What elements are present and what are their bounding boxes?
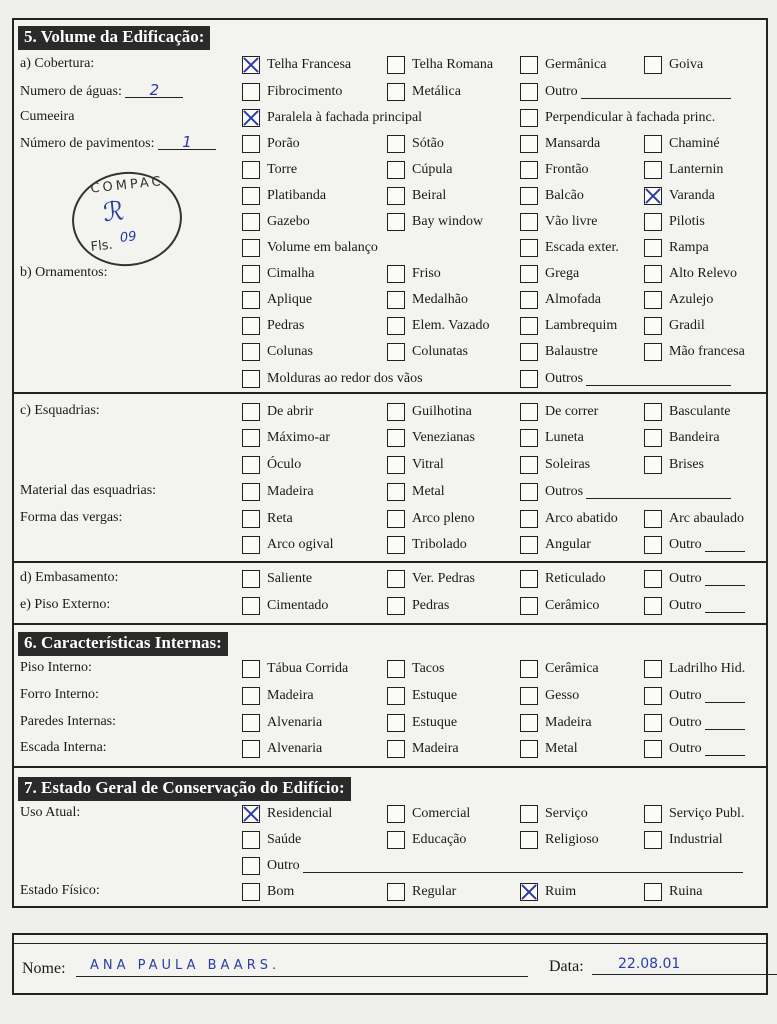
opt-ver-pedras[interactable]: Ver. Pedras [387,568,475,590]
checkbox[interactable] [387,317,405,335]
checkbox[interactable] [644,56,662,74]
checkbox[interactable] [644,403,662,421]
nome-field[interactable]: ANA PAULA BAARS. [76,958,528,977]
opt-rampa[interactable]: Rampa [644,237,709,259]
opt-molduras[interactable]: Molduras ao redor dos vãos [242,368,423,390]
checkbox[interactable] [387,83,405,101]
checkbox[interactable] [520,483,538,501]
piso-externo-label: e) Piso Externo: [20,597,111,612]
checkbox-checked[interactable] [644,187,662,205]
checkbox[interactable] [520,536,538,554]
row-esquadrias-1 [12,399,768,425]
checkbox[interactable] [387,597,405,615]
checkbox[interactable] [644,805,662,823]
opt-madeira[interactable]: Madeira [242,481,314,503]
opt-estuque-forro[interactable]: Estuque [387,685,457,707]
opt-outros[interactable]: Outros [520,368,731,390]
opt-vitral[interactable]: Vitral [387,454,444,476]
checkbox[interactable] [644,883,662,901]
opt-beiral[interactable]: Beiral [387,185,446,207]
opt-luneta[interactable]: Luneta [520,427,584,449]
opt-reticulado[interactable]: Reticulado [520,568,606,590]
row-esquadrias-2 [12,425,768,451]
uso-label: Uso Atual: [20,805,81,820]
checkbox[interactable] [520,660,538,678]
opt-bandeira[interactable]: Bandeira [644,427,720,449]
section-7-title: 7. Estado Geral de Conservação do Edifício: [18,777,351,801]
opt-varanda[interactable]: Varanda [644,185,715,207]
checkbox[interactable] [520,805,538,823]
opt-alvenaria-escada[interactable]: Alvenaria [242,738,322,760]
checkbox[interactable] [387,265,405,283]
row-ornamentos-2 [12,287,768,313]
footer-inner [14,943,766,993]
opt-alto-relevo[interactable]: Alto Relevo [644,263,737,285]
checkbox[interactable] [644,687,662,705]
divider [12,561,768,563]
checkbox[interactable] [644,213,662,231]
stamp-page-number: 09 [119,229,138,246]
opt-pilotis[interactable]: Pilotis [644,211,705,233]
opt-outros-material[interactable]: Outros [520,481,731,503]
checkbox[interactable] [242,429,260,447]
checkbox[interactable] [520,370,538,388]
checkbox[interactable] [242,883,260,901]
opt-colunas[interactable]: Colunas [242,341,313,363]
checkbox[interactable] [242,831,260,849]
divider [12,623,768,625]
checkbox[interactable] [387,213,405,231]
checkbox[interactable] [242,857,260,875]
divider [12,766,768,768]
opt-brises[interactable]: Brises [644,454,704,476]
checkbox[interactable] [644,239,662,257]
opt-mao-francesa[interactable]: Mão francesa [644,341,745,363]
checkbox[interactable] [520,570,538,588]
checkbox[interactable] [387,343,405,361]
checkbox[interactable] [644,161,662,179]
checkbox[interactable] [242,265,260,283]
row-ornamentos-5 [12,366,768,392]
opt-sotao[interactable]: Sótão [387,133,444,155]
checkbox[interactable] [387,135,405,153]
opt-balaustre[interactable]: Balaustre [520,341,598,363]
checkbox[interactable] [242,213,260,231]
opt-regular[interactable]: Regular [387,881,456,903]
aguas-label: Numero de águas: 2 [20,83,183,100]
checkbox[interactable] [387,187,405,205]
row-pavimentos [12,131,768,157]
opt-maximo-ar[interactable]: Máximo-ar [242,427,330,449]
checkbox[interactable] [387,510,405,528]
opt-comercial[interactable]: Comercial [387,803,470,825]
row-ornamentos-3 [12,313,768,339]
opt-telha-romana[interactable]: Telha Romana [387,54,493,76]
opt-elem-vazado[interactable]: Elem. Vazado [387,315,490,337]
opt-ladrilho[interactable]: Ladrilho Hid. [644,658,745,680]
checkbox[interactable] [387,660,405,678]
cobertura-label: a) Cobertura: [20,56,95,71]
pavimentos-label: Número de pavimentos: 1 [20,135,216,152]
checkbox[interactable] [242,343,260,361]
checkbox[interactable] [242,510,260,528]
vergas-label: Forma das vergas: [20,510,123,525]
checkbox[interactable] [242,317,260,335]
aguas-value[interactable]: 2 [125,83,183,98]
row-esquadrias-3 [12,452,768,478]
opt-industrial[interactable]: Industrial [644,829,723,851]
opt-tabua-corrida[interactable]: Tábua Corrida [242,658,348,680]
checkbox[interactable] [242,135,260,153]
opt-cimalha[interactable]: Cimalha [242,263,314,285]
signature-mark: ℛ [101,196,126,229]
checkbox[interactable] [520,343,538,361]
checkbox[interactable] [242,536,260,554]
esquadrias-label: c) Esquadrias: [20,403,100,418]
checkbox[interactable] [520,740,538,758]
row-cobertura [12,52,768,78]
opt-grega[interactable]: Grega [520,263,579,285]
section-5-title: 5. Volume da Edificação: [18,26,210,50]
opt-soleiras[interactable]: Soleiras [520,454,590,476]
checkbox[interactable] [520,265,538,283]
checkbox[interactable] [242,714,260,732]
opt-pedras[interactable]: Pedras [242,315,304,337]
opt-saliente[interactable]: Saliente [242,568,312,590]
ornamentos-label: b) Ornamentos: [20,265,108,280]
checkbox[interactable] [520,403,538,421]
opt-almofada[interactable]: Almofada [520,289,601,311]
opt-platibanda[interactable]: Platibanda [242,185,326,207]
opt-vao-livre[interactable]: Vão livre [520,211,597,233]
checkbox[interactable] [387,483,405,501]
opt-de-abrir[interactable]: De abrir [242,401,313,423]
opt-pedras-piso[interactable]: Pedras [387,595,449,617]
checkbox[interactable] [387,570,405,588]
material-label: Material das esquadrias: [20,483,157,498]
checkbox[interactable] [242,370,260,388]
row-vergas-2 [12,532,768,558]
opt-porao[interactable]: Porão [242,133,300,155]
opt-bay-window[interactable]: Bay window [387,211,483,233]
paredes-label: Paredes Internas: [20,714,117,729]
row-uso-2 [12,827,768,853]
checkbox[interactable] [242,161,260,179]
forro-label: Forro Interno: [20,687,99,702]
checkbox[interactable] [242,660,260,678]
checkbox[interactable] [242,597,260,615]
checkbox[interactable] [242,403,260,421]
row-escada [12,736,768,762]
opt-servico-publ[interactable]: Serviço Publ. [644,803,744,825]
checkbox[interactable] [520,291,538,309]
opt-cimentado[interactable]: Cimentado [242,595,328,617]
opt-gradil[interactable]: Gradil [644,315,705,337]
checkbox[interactable] [644,570,662,588]
row-uso-3 [12,853,768,879]
checkbox[interactable] [242,239,260,257]
checkbox[interactable] [387,429,405,447]
checkbox[interactable] [520,83,538,101]
opt-metal-escada[interactable]: Metal [520,738,578,760]
opt-oculo[interactable]: Óculo [242,454,301,476]
opt-basculante[interactable]: Basculante [644,401,730,423]
row-ornamentos-4 [12,339,768,365]
opt-metalica[interactable]: Metálica [387,81,461,103]
row-ornamentos-1 [12,261,768,287]
opt-arco-ogival[interactable]: Arco ogival [242,534,333,556]
opt-balcao[interactable]: Balcão [520,185,584,207]
checkbox[interactable] [242,570,260,588]
opt-fibrocimento[interactable]: Fibrocimento [242,81,342,103]
opt-arco-pleno[interactable]: Arco pleno [387,508,475,530]
opt-goiva[interactable]: Goiva [644,54,703,76]
checkbox[interactable] [242,291,260,309]
opt-germanica[interactable]: Germânica [520,54,606,76]
checkbox[interactable] [387,161,405,179]
checkbox[interactable] [242,687,260,705]
checkbox[interactable] [644,456,662,474]
checkbox[interactable] [644,510,662,528]
checkbox[interactable] [520,687,538,705]
row-aguas [12,79,768,105]
opt-venezianas[interactable]: Venezianas [387,427,475,449]
opt-outro-paredes[interactable]: Outro [644,712,745,734]
opt-bom[interactable]: Bom [242,881,294,903]
nome-label: Nome: [22,960,66,977]
checkbox[interactable] [644,343,662,361]
section-6-title: 6. Características Internas: [18,632,228,656]
opt-metal[interactable]: Metal [387,481,445,503]
opt-outro-uso[interactable]: Outro [242,855,743,877]
cumeeira-label: Cumeeira [20,109,75,124]
checkbox[interactable] [520,239,538,257]
estado-label: Estado Físico: [20,883,100,898]
checkbox[interactable] [644,740,662,758]
row-piso-interno [12,656,768,682]
opt-escada-exter[interactable]: Escada exter. [520,237,619,259]
checkbox[interactable] [387,687,405,705]
opt-estuque-paredes[interactable]: Estuque [387,712,457,734]
escada-label: Escada Interna: [20,740,107,755]
pavimentos-value[interactable]: 1 [158,135,216,150]
row-vergas-1 [12,506,768,532]
opt-colunatas[interactable]: Colunatas [387,341,468,363]
checkbox[interactable] [644,660,662,678]
opt-chamine[interactable]: Chaminé [644,133,720,155]
checkbox[interactable] [387,56,405,74]
checkbox[interactable] [242,456,260,474]
opt-ceramica[interactable]: Cerâmica [520,658,599,680]
opt-gazebo[interactable]: Gazebo [242,211,310,233]
checkbox[interactable] [520,109,538,127]
checkbox[interactable] [520,456,538,474]
opt-outro-embasamento[interactable]: Outro [644,568,745,590]
opt-medalhao[interactable]: Medalhão [387,289,468,311]
checkbox[interactable] [644,597,662,615]
checkbox[interactable] [520,135,538,153]
signature-footer [12,933,768,995]
opt-madeira-paredes[interactable]: Madeira [520,712,592,734]
opt-outro[interactable]: Outro [520,81,731,103]
checkbox-checked[interactable] [242,805,260,823]
opt-madeira-forro[interactable]: Madeira [242,685,314,707]
checkbox[interactable] [520,317,538,335]
opt-frontao[interactable]: Frontão [520,159,589,181]
opt-reta[interactable]: Reta [242,508,293,530]
checkbox[interactable] [387,714,405,732]
checkbox[interactable] [644,265,662,283]
opt-telha-francesa[interactable]: Telha Francesa [242,54,351,76]
checkbox[interactable] [644,714,662,732]
data-label: Data: [549,958,584,975]
checkbox[interactable] [520,510,538,528]
opt-tribolado[interactable]: Tribolado [387,534,467,556]
checkbox[interactable] [520,161,538,179]
opt-torre[interactable]: Torre [242,159,297,181]
opt-tacos[interactable]: Tacos [387,658,444,680]
checkbox[interactable] [520,429,538,447]
opt-gesso[interactable]: Gesso [520,685,579,707]
checkbox[interactable] [520,213,538,231]
checkbox[interactable] [242,83,260,101]
opt-de-correr[interactable]: De correr [520,401,598,423]
opt-residencial[interactable]: Residencial [242,803,332,825]
checkbox-checked[interactable] [242,56,260,74]
opt-arc-abaulado[interactable]: Arc abaulado [644,508,744,530]
checkbox[interactable] [387,740,405,758]
checkbox[interactable] [520,187,538,205]
row-estado [12,879,768,905]
compac-stamp: COMPAC ℛ Fls. 09 [67,167,186,272]
opt-madeira-escada[interactable]: Madeira [387,738,459,760]
checkbox[interactable] [242,740,260,758]
opt-guilhotina[interactable]: Guilhotina [387,401,472,423]
checkbox[interactable] [387,536,405,554]
opt-servico[interactable]: Serviço [520,803,588,825]
checkbox[interactable] [644,831,662,849]
checkbox[interactable] [644,135,662,153]
opt-volume-balanco[interactable]: Volume em balanço [242,237,378,259]
opt-educacao[interactable]: Educação [387,829,466,851]
checkbox[interactable] [387,403,405,421]
opt-azulejo[interactable]: Azulejo [644,289,713,311]
opt-lanternin[interactable]: Lanternin [644,159,723,181]
checkbox[interactable] [242,483,260,501]
piso-interno-label: Piso Interno: [20,660,92,675]
checkbox[interactable] [644,536,662,554]
checkbox[interactable] [387,831,405,849]
opt-cupula[interactable]: Cúpula [387,159,452,181]
checkbox[interactable] [644,429,662,447]
checkbox[interactable] [387,456,405,474]
opt-outro-vergas[interactable]: Outro [644,534,745,556]
opt-ruim[interactable]: Ruim [520,881,576,903]
opt-perpendicular[interactable]: Perpendicular à fachada princ. [520,107,715,129]
checkbox[interactable] [520,597,538,615]
opt-angular[interactable]: Angular [520,534,591,556]
embasamento-label: d) Embasamento: [20,570,119,585]
opt-ruina[interactable]: Ruina [644,881,702,903]
opt-paralela[interactable]: Paralela à fachada principal [242,107,422,129]
row-cumeeira [12,105,768,131]
opt-aplique[interactable]: Aplique [242,289,312,311]
opt-outro-piso-ext[interactable]: Outro [644,595,745,617]
opt-friso[interactable]: Friso [387,263,441,285]
checkbox[interactable] [387,291,405,309]
data-field[interactable]: 22.08.01 [592,956,777,975]
opt-lambrequim[interactable]: Lambrequim [520,315,617,337]
row-uso-1 [12,801,768,827]
checkbox[interactable] [520,831,538,849]
checkbox[interactable] [520,56,538,74]
divider [12,392,768,394]
opt-ceramico[interactable]: Cerâmico [520,595,599,617]
opt-arco-abatido[interactable]: Arco abatido [520,508,618,530]
checkbox[interactable] [387,805,405,823]
checkbox[interactable] [644,317,662,335]
checkbox[interactable] [242,187,260,205]
opt-alvenaria-paredes[interactable]: Alvenaria [242,712,322,734]
checkbox[interactable] [644,291,662,309]
row-forro [12,683,768,709]
opt-outro-escada[interactable]: Outro [644,738,745,760]
row-embasamento [12,566,768,592]
opt-outro-forro[interactable]: Outro [644,685,745,707]
opt-saude[interactable]: Saúde [242,829,301,851]
opt-religioso[interactable]: Religioso [520,829,599,851]
row-piso-externo [12,593,768,619]
checkbox-checked[interactable] [520,883,538,901]
checkbox[interactable] [520,714,538,732]
checkbox-checked[interactable] [242,109,260,127]
checkbox[interactable] [387,883,405,901]
row-paredes [12,710,768,736]
opt-mansarda[interactable]: Mansarda [520,133,600,155]
row-material [12,479,768,505]
